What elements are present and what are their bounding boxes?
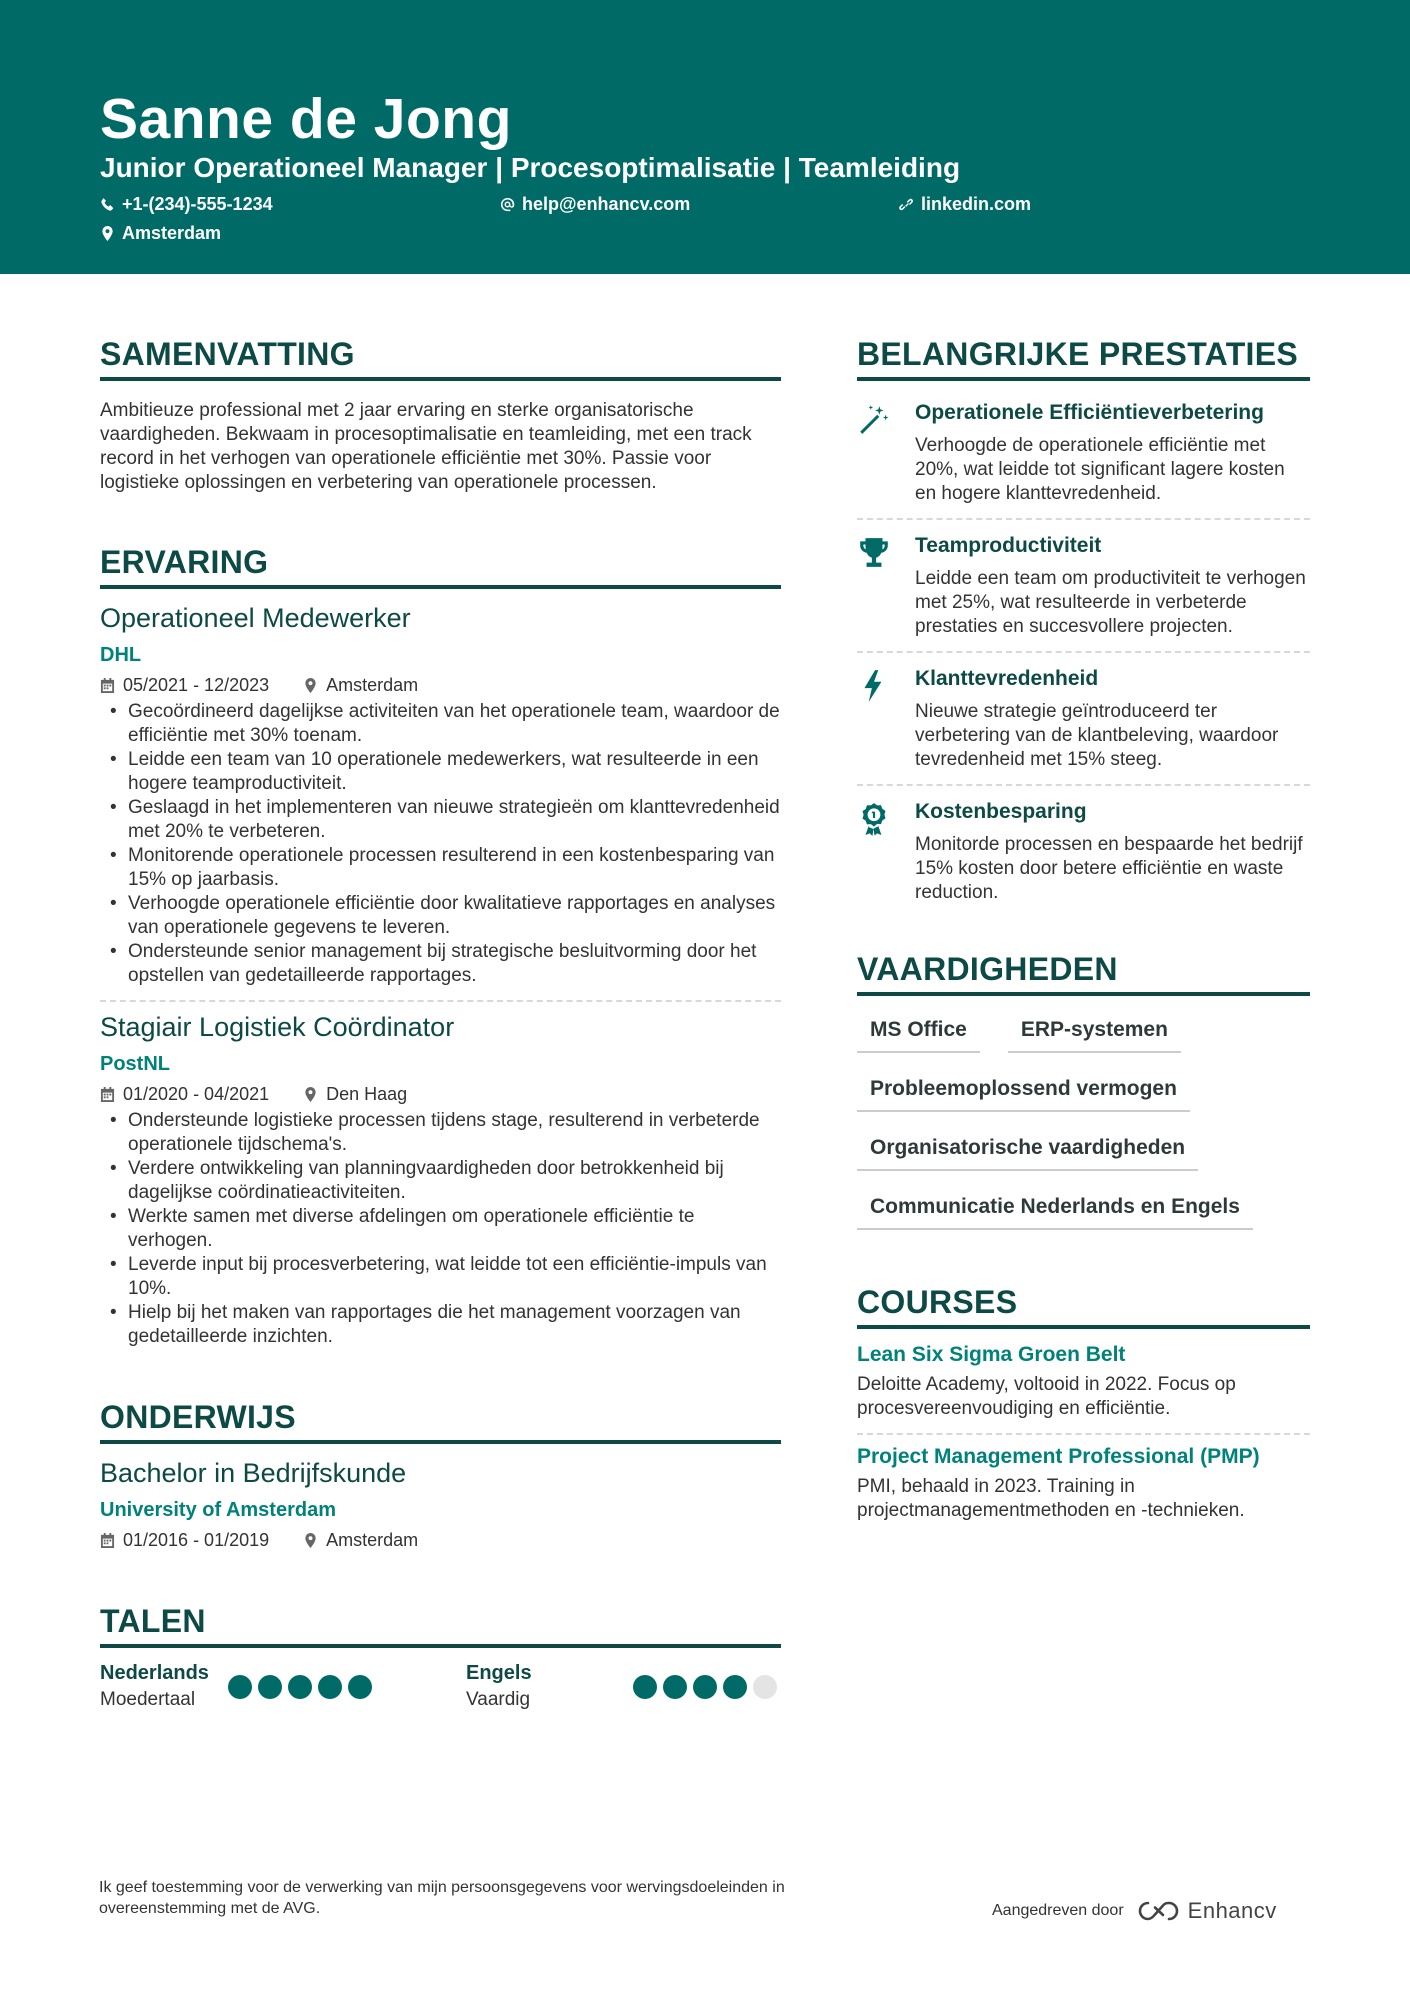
achievement-item <box>857 653 1310 784</box>
location-text: Amsterdam <box>122 223 222 243</box>
job-meta <box>100 675 781 696</box>
job-location: Amsterdam <box>326 675 419 695</box>
rating-dot-filled <box>723 1675 747 1699</box>
language-item <box>100 1662 466 1711</box>
contact-location <box>100 223 221 244</box>
course-title: Project Management Professional (PMP) <box>857 1445 1260 1468</box>
languages-row <box>100 1662 781 1711</box>
brand-logo <box>1136 1898 1277 1924</box>
rating-dot-filled <box>288 1675 312 1699</box>
experience-title: ERVARING <box>100 544 781 589</box>
job-location: Den Haag <box>326 1084 408 1104</box>
skill-tag: Communicatie Nederlands en Engels <box>857 1185 1253 1230</box>
achievement-title: Klanttevredenheid <box>915 667 1099 690</box>
divider <box>857 1433 1310 1435</box>
language-level: Vaardig <box>466 1689 531 1710</box>
bullet-item: • Verhoogde operationele efficiëntie door kwalitatieve rapportages en analyses van operationele gegevens te leveren. <box>100 892 781 940</box>
course-item <box>857 1343 1310 1421</box>
achievement-desc: Verhoogde de operationele efficiëntie met 20%, wat leidde tot significant lagere kosten en hogere klanttevredenheid. <box>915 435 1285 504</box>
award-ribbon-icon <box>857 802 891 836</box>
summary-title: SAMENVATTING <box>100 336 781 381</box>
achievement-icon-wrap <box>857 401 897 506</box>
course-desc: PMI, behaald in 2023. Training in projectmanagementmethoden en -technieken. <box>857 1476 1245 1521</box>
location-pin-icon <box>303 1087 318 1102</box>
achievement-title: Kostenbesparing <box>915 800 1087 823</box>
education-section <box>100 1399 781 1551</box>
summary-section <box>100 336 781 495</box>
rating-dot-filled <box>693 1675 717 1699</box>
job-dates: 01/2020 - 04/2021 <box>123 1084 270 1104</box>
languages-section <box>100 1603 781 1711</box>
language-rating <box>228 1675 372 1699</box>
language-name: Engels <box>466 1662 532 1684</box>
skill-tag: MS Office <box>857 1008 980 1053</box>
achievements-section <box>857 336 1310 917</box>
linkedin-text: linkedin.com <box>921 194 1032 214</box>
skills-list <box>857 1008 1310 1244</box>
bullet-item: • Ondersteunde senior management bij strategische besluitvorming door het opstellen van gedetailleerde rapportages. <box>100 940 781 988</box>
achievement-title: Teamproductiviteit <box>915 534 1102 557</box>
education-meta <box>100 1530 781 1551</box>
achievements-title: BELANGRIJKE PRESTATIES <box>857 336 1310 381</box>
contact-phone[interactable] <box>100 194 273 215</box>
skills-title: VAARDIGHEDEN <box>857 951 1310 996</box>
calendar-icon <box>100 1087 115 1102</box>
rating-dot-filled <box>228 1675 252 1699</box>
resume-header <box>0 0 1410 274</box>
gdpr-consent: Ik geef toestemming voor de verwerking van mijn persoonsgegevens voor wervingsdoeleinden in overeenstemming met de AVG. <box>99 1879 785 1917</box>
bullet-item: • Verdere ontwikkeling van planningvaardigheden door betrokkenheid bij dagelijkse coördinatieactiviteiten. <box>100 1157 781 1205</box>
courses-title: COURSES <box>857 1284 1310 1329</box>
skill-tag: ERP-systemen <box>1008 1008 1181 1053</box>
rating-dot-empty <box>753 1675 777 1699</box>
rating-dot-filled <box>633 1675 657 1699</box>
skill-tag: Organisatorische vaardigheden <box>857 1126 1198 1171</box>
achievement-item <box>857 387 1310 518</box>
achievement-desc: Leidde een team om productiviteit te verhogen met 25%, wat resulteerde in verbeterde prestaties en succesvollere projecten. <box>915 568 1306 637</box>
achievement-desc: Monitorde processen en bespaarde het bedrijf 15% kosten door betere efficiëntie en waste reduction. <box>915 834 1303 903</box>
education-school: University of Amsterdam <box>100 1499 336 1521</box>
phone-icon <box>100 197 115 212</box>
bullet-item: • Ondersteunde logistieke processen tijdens stage, resulterend in verbeterde operationele tijdschema's. <box>100 1109 781 1157</box>
course-item <box>857 1445 1310 1523</box>
calendar-icon <box>100 1533 115 1548</box>
job-dates: 05/2021 - 12/2023 <box>123 675 270 695</box>
candidate-headline: Junior Operationeel Manager | Procesoptimalisatie | Teamleiding <box>100 152 961 183</box>
rating-dot-filled <box>258 1675 282 1699</box>
skills-section <box>857 951 1310 1244</box>
bullet-item: • Gecoördineerd dagelijkse activiteiten van het operationele team, waardoor de efficiëntie met 30% toenam. <box>100 700 781 748</box>
language-name: Nederlands <box>100 1662 209 1684</box>
location-pin-icon <box>303 678 318 693</box>
job-company: PostNL <box>100 1053 170 1075</box>
summary-text: Ambitieuze professional met 2 jaar ervaring en sterke organisatorische vaardigheden. Bekwaam in procesoptimalisatie en teamleiding, met een track record in het verhogen van operationele efficiëntie met 30%. Passie voor logistieke oplossingen en verbetering van operationele processen. <box>100 400 752 493</box>
job-bullets <box>100 1109 781 1349</box>
contact-email[interactable] <box>500 194 690 215</box>
bullet-item: • Leidde een team van 10 operationele medewerkers, wat resulteerde in een hogere teamproductiviteit. <box>100 748 781 796</box>
divider <box>100 1000 781 1002</box>
job-company: DHL <box>100 644 142 666</box>
brand-name: Enhancv <box>1187 1898 1277 1923</box>
course-desc: Deloitte Academy, voltooid in 2022. Focus op procesvereenvoudiging en efficiëntie. <box>857 1374 1236 1419</box>
at-icon <box>500 197 515 212</box>
education-dates: 01/2016 - 01/2019 <box>123 1530 270 1550</box>
phone-text: +1-(234)-555-1234 <box>122 194 273 214</box>
courses-section <box>857 1284 1310 1523</box>
skill-tag: Probleemoplossend vermogen <box>857 1067 1190 1112</box>
lightning-icon <box>857 669 891 703</box>
languages-title: TALEN <box>100 1603 781 1648</box>
achievement-title: Operationele Efficiëntieverbetering <box>915 401 1264 424</box>
email-text: help@enhancv.com <box>522 194 691 214</box>
powered-by[interactable] <box>992 1898 1277 1924</box>
achievement-icon-wrap <box>857 800 897 905</box>
achievement-desc: Nieuwe strategie geïntroduceerd ter verbetering van de klantbeleving, waardoor tevredenheid met 15% steeg. <box>915 701 1279 770</box>
achievement-item <box>857 786 1310 917</box>
achievement-icon-wrap <box>857 534 897 639</box>
location-pin-icon <box>100 226 115 241</box>
job-bullets <box>100 700 781 988</box>
experience-section <box>100 544 781 1349</box>
education-degree: Bachelor in Bedrijfskunde <box>100 1458 407 1488</box>
rating-dot-filled <box>663 1675 687 1699</box>
job-entry <box>100 603 781 988</box>
bullet-item: • Monitorende operationele processen resulterend in een kostenbesparing van 15% op jaarbasis. <box>100 844 781 892</box>
job-meta <box>100 1084 781 1105</box>
calendar-icon <box>100 678 115 693</box>
bullet-item: • Geslaagd in het implementeren van nieuwe strategieën om klanttevredenheid met 20% te verbeteren. <box>100 796 781 844</box>
contact-linkedin[interactable] <box>899 194 1031 215</box>
achievement-icon-wrap <box>857 667 897 772</box>
rating-dot-filled <box>318 1675 342 1699</box>
trophy-icon <box>857 536 891 570</box>
education-location: Amsterdam <box>326 1530 419 1550</box>
enhancv-logo-icon <box>1136 1899 1182 1923</box>
bullet-item: • Hielp bij het maken van rapportages die het management voorzagen van gedetailleerde inzichten. <box>100 1301 781 1349</box>
language-rating <box>633 1675 777 1699</box>
right-column <box>857 336 1310 1523</box>
left-column <box>100 336 781 1711</box>
job-role: Operationeel Medewerker <box>100 603 411 633</box>
language-item <box>466 1662 781 1711</box>
magic-wand-icon <box>857 403 891 437</box>
course-title: Lean Six Sigma Groen Belt <box>857 1343 1126 1366</box>
location-pin-icon <box>303 1533 318 1548</box>
job-entry <box>100 1012 781 1349</box>
language-level: Moedertaal <box>100 1689 196 1710</box>
rating-dot-filled <box>348 1675 372 1699</box>
education-title: ONDERWIJS <box>100 1399 781 1444</box>
bullet-item: • Leverde input bij procesverbetering, wat leidde tot een efficiëntie-impuls van 10%. <box>100 1253 781 1301</box>
powered-by-label: Aangedreven door <box>992 1902 1124 1919</box>
link-icon <box>899 197 914 212</box>
job-role: Stagiair Logistiek Coördinator <box>100 1012 455 1042</box>
candidate-name: Sanne de Jong <box>100 87 512 151</box>
bullet-item: • Werkte samen met diverse afdelingen om operationele efficiëntie te verhogen. <box>100 1205 781 1253</box>
achievement-item <box>857 520 1310 651</box>
